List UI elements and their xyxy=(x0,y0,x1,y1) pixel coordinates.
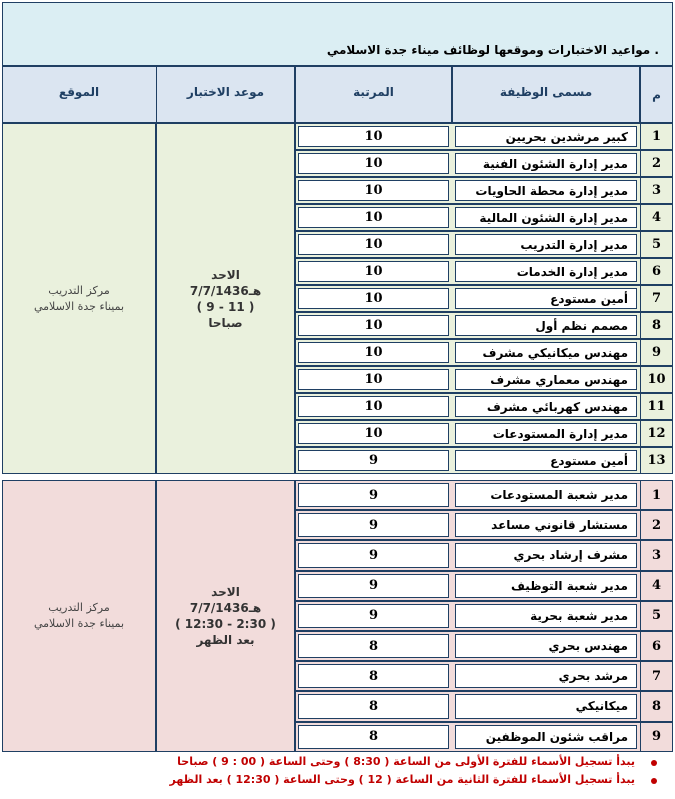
table-row-number: 5 xyxy=(651,608,662,624)
table-row-job: مرشد بحري xyxy=(558,669,628,684)
header-location: الموقع xyxy=(58,84,100,99)
table-row-job: مهندس ميكانيكي مشرف xyxy=(482,345,628,360)
table-row-job: مدير إدارة المستودعات xyxy=(492,426,628,441)
group1-exam-date: الاحد 7/7/1436هـ ( 9 - 11 ) صباحا xyxy=(189,267,262,330)
registration-note: يبدأ تسجيل الأسماء للفترة الثانية من الساعة ( 12 ) وحتى الساعة ( 12:30 ) بعد الظهر xyxy=(169,773,635,786)
table-row-number: 9 xyxy=(651,729,662,745)
table-row-number: 9 xyxy=(651,345,662,360)
table-row-number: 5 xyxy=(651,237,662,252)
table-row-job: مدير شعبة التوظيف xyxy=(511,578,628,593)
table-row-job: مشرف إرشاد بحري xyxy=(513,548,628,563)
group1-location: مركز التدريب بميناء جدة الاسلامي xyxy=(33,283,125,313)
table-row-job: مهندس بحري xyxy=(548,639,628,654)
group2-exam-date: الاحد 7/7/1436هـ ( 12:30 - 2:30 ) بعد الظهر xyxy=(175,584,276,647)
table-row-number: 10 xyxy=(647,372,666,387)
table-row-rank: 10 xyxy=(364,183,383,198)
table-row-job: مستشار قانوني مساعد xyxy=(491,518,628,533)
registration-note: يبدأ تسجيل الأسماء للفترة الأولى من الساعة ( 8:30 ) وحتى الساعة ( 00 : 9 ) صباحا xyxy=(177,755,635,768)
table-row-rank: 10 xyxy=(364,237,383,252)
table-row-rank: 10 xyxy=(364,210,383,225)
table-row-job: ميكانيكي xyxy=(575,699,628,714)
table-row-rank: 10 xyxy=(364,291,383,306)
table-row-number: 8 xyxy=(651,698,662,714)
table-row-rank: 8 xyxy=(368,668,379,684)
table-row-job: أمين مستودع xyxy=(550,291,628,306)
table-row-rank: 8 xyxy=(368,698,379,714)
table-row-number: 8 xyxy=(651,318,662,333)
page-title: مواعيد الاختبارات وموقعها لوظائف ميناء جدة الاسلامي . xyxy=(326,43,659,57)
table-row-job: مدير إدارة الشئون الفنية xyxy=(482,156,628,171)
table-row-number: 13 xyxy=(647,453,666,468)
table-row-job: مهندس معماري مشرف xyxy=(490,372,628,387)
table-row-number: 12 xyxy=(647,426,666,441)
table-row-rank: 10 xyxy=(364,345,383,360)
header-job: مسمى الوظيفة xyxy=(499,84,593,99)
table-row-rank: 10 xyxy=(364,399,383,414)
table-row-rank: 9 xyxy=(368,547,379,563)
note-bullet-icon xyxy=(651,760,657,766)
table-row-number: 1 xyxy=(651,487,662,503)
table-row-rank: 10 xyxy=(364,372,383,387)
table-row-number: 2 xyxy=(651,156,662,171)
table-row-rank: 10 xyxy=(364,156,383,171)
table-row-number: 6 xyxy=(651,638,662,654)
table-row-job: مراقب شئون الموظفين xyxy=(485,729,628,744)
table-row-number: 3 xyxy=(651,183,662,198)
table-row-rank: 9 xyxy=(368,578,379,594)
table-row-job: أمين مستودع xyxy=(550,453,628,468)
header-date: موعد الاختبار xyxy=(186,84,265,99)
table-row-rank: 10 xyxy=(364,426,383,441)
table-row-job: مدير شعبة بحرية xyxy=(530,608,628,623)
table-row-rank: 9 xyxy=(368,517,379,533)
header-num: م xyxy=(652,87,661,102)
table-row-job: مدير إدارة الخدمات xyxy=(516,264,628,279)
table-row-number: 1 xyxy=(651,129,662,144)
table-row-job: مدير إدارة محطة الحاويات xyxy=(475,183,628,198)
group2-location: مركز التدريب بميناء جدة الاسلامي xyxy=(33,600,125,630)
table-row-number: 11 xyxy=(647,399,666,414)
table-row-rank: 10 xyxy=(364,264,383,279)
table-row-number: 2 xyxy=(651,517,662,533)
table-row-number: 7 xyxy=(651,291,662,306)
table-row-job: مدير إدارة التدريب xyxy=(520,237,628,252)
table-row-number: 4 xyxy=(651,578,662,594)
table-row-number: 6 xyxy=(651,264,662,279)
table-row-rank: 8 xyxy=(368,638,379,654)
table-row-job: مدير شعبة المستودعات xyxy=(490,488,628,503)
table-row-number: 3 xyxy=(651,547,662,563)
table-row-rank: 10 xyxy=(364,318,383,333)
table-row-rank: 10 xyxy=(364,129,383,144)
table-row-rank: 9 xyxy=(368,453,379,468)
table-row-rank: 9 xyxy=(368,608,379,624)
header-rank: المرتبة xyxy=(353,84,394,99)
table-row-rank: 9 xyxy=(368,487,379,503)
table-row-job: مدير إدارة الشئون المالية xyxy=(479,210,628,225)
table-row-job: كبير مرشدين بحريين xyxy=(505,129,628,144)
table-row-job: مهندس كهربائي مشرف xyxy=(486,399,628,414)
table-row-number: 4 xyxy=(651,210,662,225)
table-row-rank: 8 xyxy=(368,729,379,745)
table-row-job: مصمم نظم أول xyxy=(535,318,628,333)
table-row-number: 7 xyxy=(651,668,662,684)
note-bullet-icon xyxy=(651,778,657,784)
